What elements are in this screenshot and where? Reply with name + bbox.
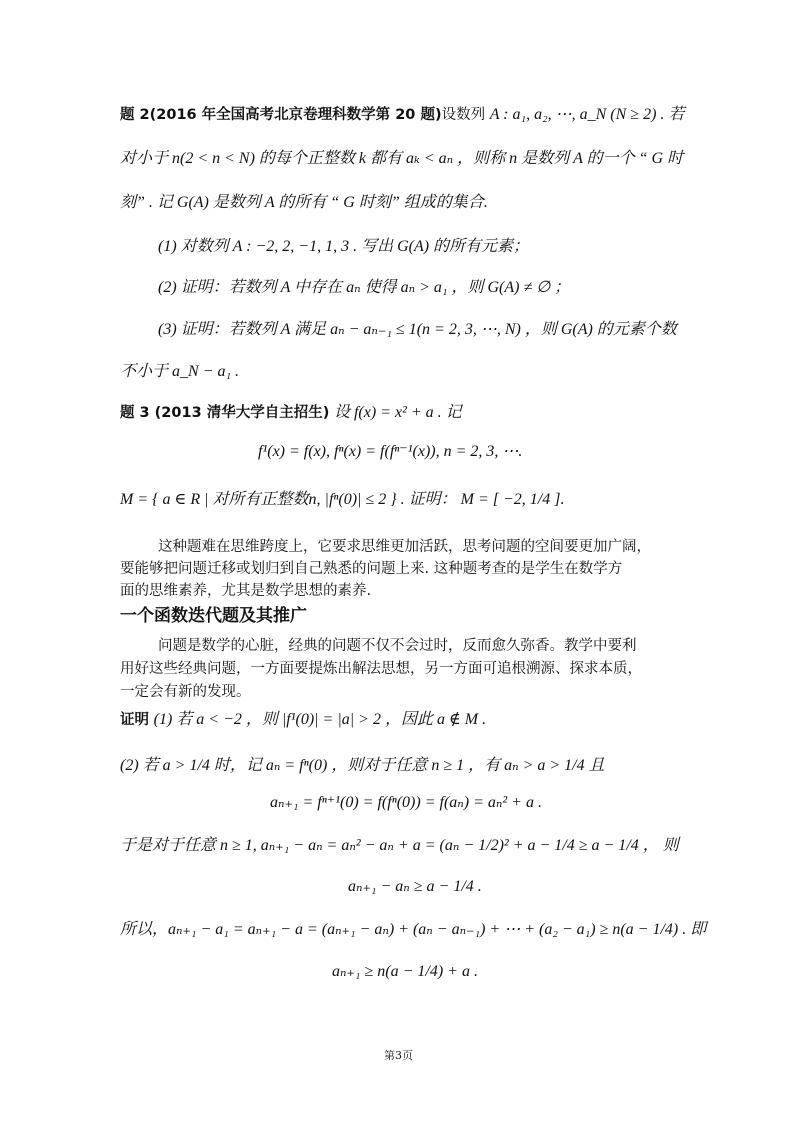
intro-line2: 用好这些经典问题，一方面要提炼出解法思想，另一方面可追根溯源、探求本质，	[120, 661, 642, 677]
problem2-part3-cont: 不小于 a_N − a₁ .	[120, 363, 240, 380]
intro-line1: 问题是数学的心脏，经典的问题不仅不会过时，反而愈久弥香。教学中要利	[158, 638, 637, 654]
proof-part4: 所以，aₙ₊₁ − a₁ = aₙ₊₁ − a = (aₙ₊₁ − aₙ) + (aₙ − aₙ₋₁) + ⋯ + (a₂ − a₁) ≥ n(a − 1/4) . 即	[120, 921, 707, 938]
problem2-part3: (3) 证明：若数列 A 满足 aₙ − aₙ₋₁ ≤ 1(n = 2, 3, ⋯, N) ，则 G(A) 的元素个数	[158, 321, 677, 338]
proof-eq3: aₙ₊₁ ≥ n(a − 1/4) + a .	[332, 963, 478, 980]
problem2-intro-text: 设数列	[441, 107, 486, 123]
problem2-label: 题 2(2016 年全国高考北京卷理科数学第 20 题)	[120, 107, 442, 123]
proof-eq2: aₙ₊₁ − aₙ ≥ a − 1/4 .	[348, 878, 482, 895]
proof-line1	[120, 710, 486, 730]
problem2-sequence-def: A : a₁, a₂, ⋯, a_N (N ≥ 2) . 若	[489, 106, 685, 123]
problem2-line2: 对小于 n(2 < n < N) 的每个正整数 k 都有 aₖ < aₙ ，则称 n 是数列 A 的一个 “ G 时	[120, 150, 684, 167]
proof-part3: 于是对于任意 n ≥ 1, aₙ₊₁ − aₙ = aₙ² − aₙ + a = (aₙ − 1/2)² + a − 1/4 ≥ a − 1/4 ， 则	[120, 837, 679, 854]
problem2-line3: 刻” . 记 G(A) 是数列 A 的所有 “ G 时刻” 组成的集合.	[120, 194, 488, 211]
proof-part1: (1) 若 a < −2 ，则 |f¹(0)| = |a| > 2 ，因此 a ∉ M .	[153, 711, 487, 728]
problem3-def: 设 f(x) = x² + a . 记	[333, 404, 462, 421]
proof-part2: (2) 若 a > 1/4 时，记 aₙ = fⁿ(0) ，则对于任意 n ≥ 1 ，有 aₙ > a > 1/4 且	[120, 757, 605, 774]
problem3-line1	[120, 403, 462, 423]
intro-line3: 一定会有新的发现。	[120, 684, 251, 700]
problem2-part1: (1) 对数列 A : −2, 2, −1, 1, 3 . 写出 G(A) 的所有元素；	[158, 238, 530, 255]
problem3-set-def: M = { a ∈ R | 对所有正整数n, |fⁿ(0)| ≤ 2 } . 证明： M = [ −2, 1/4 ].	[120, 491, 565, 508]
comment-line2: 要能够把问题迁移或划归到自己熟悉的问题上来. 这种题考查的是学生在数学方	[120, 561, 623, 577]
problem3-iteration-eq: f¹(x) = f(x), fⁿ(x) = f(fⁿ⁻¹(x)), n = 2, 3, ⋯.	[258, 443, 523, 460]
problem2-part2: (2) 证明：若数列 A 中存在 aₙ 使得 aₙ > a₁ ，则 G(A) ≠ ∅ ；	[158, 279, 571, 296]
comment-line1: 这种题难在思维跨度上，它要求思维更加活跃，思考问题的空间要更加广阔，	[158, 539, 651, 555]
proof-label: 证明	[120, 712, 149, 728]
page-number: 第3页	[384, 1049, 413, 1062]
proof-eq1: aₙ₊₁ = fⁿ⁺¹(0) = f(fⁿ(0)) = f(aₙ) = aₙ² + a .	[270, 794, 542, 811]
comment-line3: 面的思维素养，尤其是数学思想的素养.	[120, 583, 372, 599]
section-title: 一个函数迭代题及其推广	[120, 606, 307, 626]
problem3-label: 题 3 (2013 清华大学自主招生)	[120, 405, 330, 421]
problem2-line1	[120, 105, 684, 125]
